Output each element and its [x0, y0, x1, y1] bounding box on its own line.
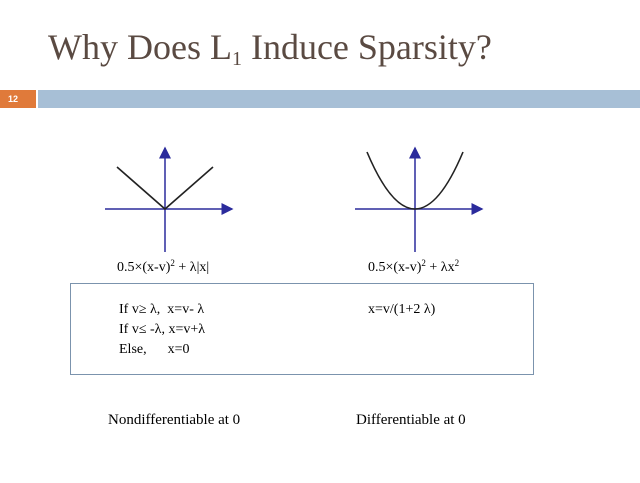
left-solution-line-2: If v≤ -λ, x=v+λ	[119, 322, 206, 337]
title-pre: Why Does L	[48, 27, 232, 67]
left-formula-tail: + λ|x|	[174, 260, 210, 275]
abs-function-plot	[100, 140, 240, 255]
right-formula	[368, 258, 459, 276]
left-formula-exp: 2	[170, 258, 175, 268]
right-formula-main: 0.5×(x-v)	[368, 260, 422, 275]
quadratic-function-plot	[350, 140, 490, 255]
slide-number: 12	[0, 90, 36, 108]
left-formula	[117, 258, 209, 276]
right-caption: Differentiable at 0	[356, 412, 466, 428]
left-caption: Nondifferentiable at 0	[108, 412, 241, 428]
right-formula-tail-exp: 2	[454, 258, 460, 268]
left-solution-line-3: Else, x=0	[119, 342, 190, 357]
right-solution-line: x=v/(1+2 λ)	[368, 302, 436, 317]
title-subscript: 1	[231, 48, 242, 70]
left-solution-line-1: If v≥ λ, x=v- λ	[119, 302, 205, 317]
header-bar	[38, 90, 640, 108]
right-formula-exp: 2	[421, 258, 426, 268]
title-post: Induce Sparsity?	[241, 27, 492, 67]
right-formula-tail: + λx	[425, 260, 455, 275]
left-formula-main: 0.5×(x-v)	[117, 260, 171, 275]
slide-title	[48, 26, 492, 71]
